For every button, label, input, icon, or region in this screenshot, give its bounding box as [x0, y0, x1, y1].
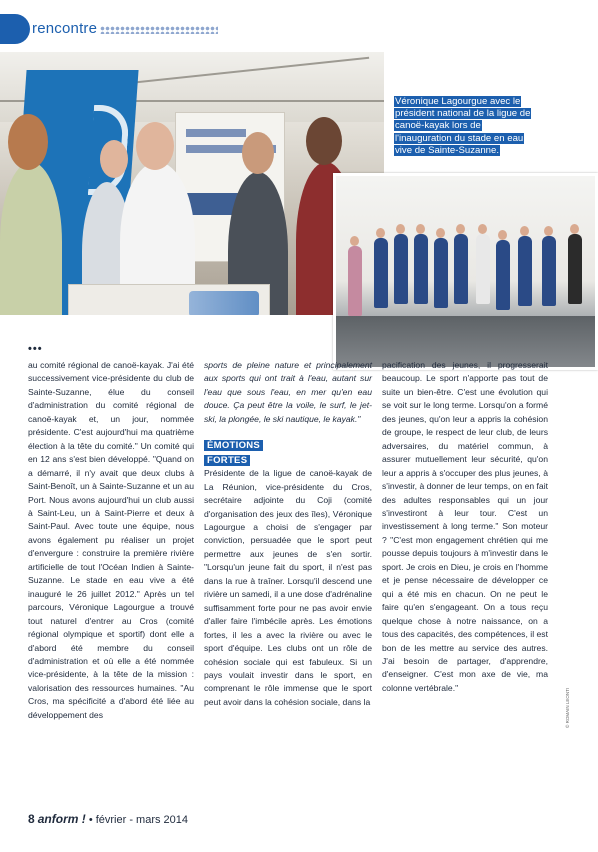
magazine-name: anform !	[37, 812, 86, 826]
team-photo	[333, 173, 598, 370]
team-member-head	[544, 226, 553, 236]
team-member-head	[436, 228, 445, 238]
article-paragraph: sports de pleine nature et principalement aux sports qui ont trait à l'eau, autant sur l'eau que sous l'eau, en mer qu'en eau douce. Ça peut être la voile, le surf, le jet-ski, la plongée, le ski nautique, le kayak."	[204, 360, 372, 424]
team-member	[374, 238, 388, 308]
team-member-head	[478, 224, 487, 234]
section-tab-marker	[0, 14, 30, 44]
photo-caption: Véronique Lagourgue avec le président national de la ligue de canoë-kayak lors de l'inauguration du stade en eau vive de Sainte-Suzanne.	[395, 96, 531, 156]
team-member-head	[396, 224, 405, 234]
team-member-head	[456, 224, 465, 234]
team-member-head	[498, 230, 507, 240]
main-photo-inauguration	[0, 52, 384, 315]
podium-logo	[189, 291, 259, 315]
person-head	[8, 114, 48, 170]
continuation-dots: •••	[28, 343, 43, 355]
team-member	[414, 234, 428, 304]
team-member	[454, 234, 468, 304]
person-head	[100, 140, 128, 178]
article-column-1	[28, 359, 194, 722]
team-member	[568, 234, 582, 304]
section-title: rencontre	[32, 20, 98, 37]
team-member-head	[570, 224, 579, 234]
article-column-2	[204, 359, 372, 709]
person-head	[136, 122, 174, 170]
team-member-head	[520, 226, 529, 236]
person-woman	[0, 162, 62, 315]
person-head	[306, 117, 342, 165]
team-member	[434, 238, 448, 308]
header-dot-pattern	[100, 26, 218, 34]
team-member-head	[416, 224, 425, 234]
team-member	[542, 236, 556, 306]
article-paragraph: au comité régional de canoë-kayak. J'ai été successivement vice-présidente du club de Sainte-Suzanne, élue du conseil d'administration du comité régional de canoë-kayak et, un jour, nommée présidente. C'est aujourd'hui ma quatrième élection à la tête du comité." Un comité qui en 12 ans s'est bien développé. "Quand on a démarré, il n'y avait que deux clubs à Saint-Benoît, un à Sainte-Suzanne et un au Port. Nous avons aujourd'hui un club aussi à Saint-Leu, un à Saint-Pierre et deux à Saint-Paul. Avec toute une équipe, nous avons également pu réaliser un projet d'envergure : construire la première rivière artificielle de tout l'Océan Indien à Sainte-Suzanne. Le stade en eau vive a été inauguré le 26 juillet 2012." Après un tel parcours, Véronique Lagourgue a trouvé tout naturel d'entrer au Cros (comité régional olympique et sportif) dont elle a d'abord été membre du conseil d'administration et où elle a été nommée vice-présidente, à la tête de la mission : valorisation des ressources humaines. "Au Cros, ma spécificité a d'abord été liée au développement des	[28, 360, 194, 720]
podium	[68, 284, 270, 315]
subheading	[204, 438, 372, 467]
poster-line	[186, 129, 246, 137]
team-member-head	[376, 228, 385, 238]
subheading-line: FORTES	[204, 455, 250, 466]
team-member-head	[350, 236, 359, 246]
article-paragraph: pacification des jeunes, il progresserait beaucoup. Le sport n'apporte pas tout de suite un bien-être. C'est une évolution qui se voit sur le long terme. Lorsqu'on a formé des jeunes, qu'on leur a appris la cohésion de groupe, le respect de leur club, de leurs adversaires, du matériel commun, à assurer mutuellement leur sécurité, qu'on leur a appris à s'occuper des plus jeunes, à s'investir, à donner de leur temps, on en fait des adultes responsables qui un jour s'investiront à leur tour. C'est un investissement à long terme." Son moteur ? "C'est mon engagement chrétien qui me pousse depuis toujours à m'investir dans le sport. Je crois en Dieu, je crois en l'homme et je pense nécessaire de développer ce qui a été mis en chacun. On ne peut le faire qu'en s'engageant. On a tous reçu quelque chose à notre naissance, on a tous des capacités, des compétences, il est bon de les mettre au service des autres. J'ai besoin de partager, d'apprendre, d'enseigner. C'est mon axe de vie, ma colonne vertébrale."	[382, 360, 548, 693]
page-footer	[28, 812, 188, 826]
team-member	[496, 240, 510, 310]
page-number: 8	[28, 812, 35, 826]
photo-credit: © ROMAIN LEONTI	[565, 687, 570, 728]
subheading-line: ÉMOTIONS	[204, 440, 263, 451]
team-member	[348, 246, 362, 316]
team-member	[476, 234, 490, 304]
team-member	[394, 234, 408, 304]
article-paragraph: Présidente de la ligue de canoë-kayak de La Réunion, vice-présidente du Cros, secrétaire adjointe du Coji (comité d'organisation des jeux des îles), Véronique Lagourgue a choisi de s'engager par conviction, persuadée que le sport peut permettre aux jeunes de s'en sortir. "Lorsqu'un jeune fait du sport, il n'est pas dans la rue à traîner. Lorsqu'il descend une rivière un samedi, il a une dose d'adrénaline suffisamment forte pour ne pas avoir envie d'aller faire l'imbécile après. Les émotions fortes, il les a avec la rivière ou avec le sport d'équipe. Les clubs ont un rôle de cohésion sociale qui est fabuleux. Si un pays voulait investir dans le sport, en comprenant le rôle immense que le sport peut avoir dans la cohésion sociale, dans la	[204, 468, 372, 707]
article-column-3	[382, 359, 548, 695]
issue-date: • février - mars 2014	[88, 814, 189, 826]
team-member	[518, 236, 532, 306]
person-head	[242, 132, 274, 174]
